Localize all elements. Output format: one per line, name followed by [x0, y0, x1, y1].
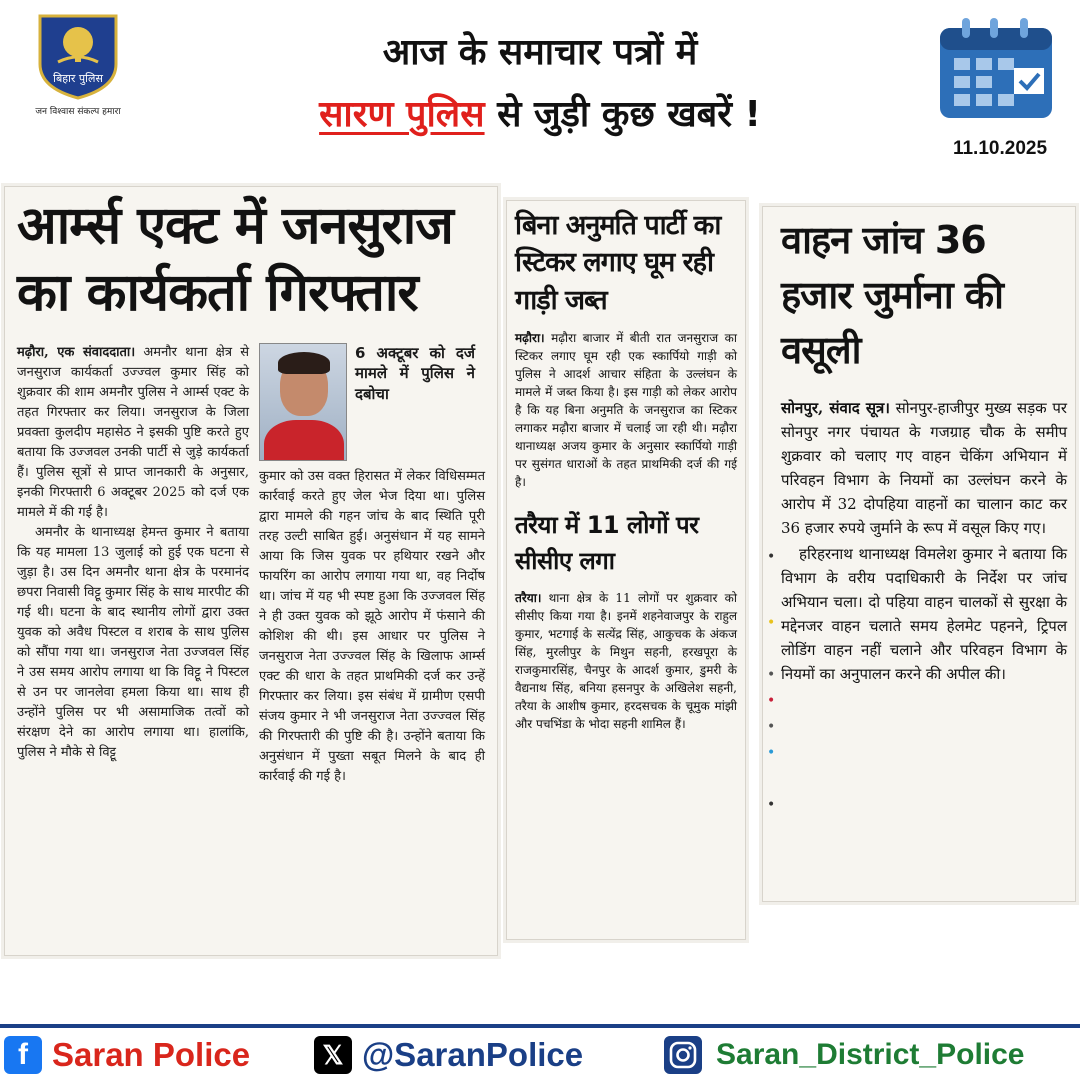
- clipping-2-body-2: [507, 583, 745, 733]
- facebook-handle: Saran Police: [52, 1036, 251, 1073]
- clipping-3-dateline: सोनपुर, संवाद सूत्र।: [781, 399, 890, 418]
- clipping-3-text-2: हरिहरनाथ थानाध्यक्ष विमलेश कुमार ने बताया कि विभाग के वरीय पदाधिकारी के निर्देश पर जांच अभियान चला। दो पहिया वाहन चालकों से सुरक्षा के मद्देनजर वाहन चलाते समय हेलमेट पहनने, ट्रिपल लोडिंग वाहन नहीं चलाने और परिवहन विभाग के नियमों का अनुपालन करने की अपील की।: [781, 545, 1067, 684]
- clipping-1-para-1: अमनौर थाना क्षेत्र से जनसुराज कार्यकर्ता उज्ज्वल कुमार सिंह को शुक्रवार की शाम अमनौर पुलिस ने आर्म्स एक्ट के तहत गिरफ्तार कर लिया। जनसुराज के जिला प्रवक्ता कुलदीप महासेठ ने इसकी पुष्टि करते हुए बताया कि उज्जवल उनकी पार्टी से जुड़े कार्यकर्ता हैं। पुलिस सूत्रों से प्राप्त जानकारी के अनुसार, इनकी गिरफ्तारी 6 अक्टूबर 2025 को दर्ज एक मामले में की गई है।: [17, 345, 249, 521]
- instagram-icon: [664, 1036, 702, 1074]
- news-clipping-vehicle-check: [762, 206, 1076, 902]
- clipping-1-column-a: [17, 343, 249, 947]
- clipping-2-title: बिना अनुमति पार्टी का स्टिकर लगाए घूम रही गाड़ी जब्त: [515, 210, 721, 316]
- headline-line-2: [170, 88, 910, 137]
- facebook-link[interactable]: [4, 1034, 250, 1076]
- social-footer: [0, 1024, 1080, 1080]
- clipping-1-para-3: कुमार को उस वक्त हिरासत में लेकर विधिसम्मत कार्रवाई करते हुए जेल भेज दिया था। पुलिस द्वारा मामले की गहन जांच के बाद स्थिति पूरी तरह उल्टी साबित हुई। अनुसंधान में यह सामने आया कि जिस युवक पर हथियार रखने और फायरिंग का आरोप लगाया गया था, वह निर्दोष था। जांच में यह भी स्पष्ट हुआ कि उज्जवल सिंह ने ही उक्त युवक को झूठे आरोप में फंसाने की कोशिश की थी। इस आधार पर पुलिस ने जनसुराज नेता उज्ज्वल सिंह के खिलाफ आर्म्स एक्ट की धारा के तहत प्राथमिकी दर्ज कर उन्हें गिरफ्तार कर लिया। इस संबंध में ग्रामीण एसपी संजय कुमार ने भी जनसुराज नेता उज्ज्वल सिंह की गिरफ्तारी की पुष्टि की है। उन्होंने बताया कि अनुसंधान में पुख्ता सबूत मिलने के बाद ही कार्रवाई की गई है।: [259, 469, 485, 785]
- clipping-3-text: सोनपुर-हाजीपुर मुख्य सड़क पर सोनपुर नगर पंचायत के गजग्राह चौक के समीप शुक्रवार को चलाए गए वाहन चेकिंग अभियान में परिवहन विभाग के नियमों का उल्लंघन करने के आरोप में 32 दोपहिया वाहनों का चालान काट कर 36 हजार रुपये जुर्माने के रूप में वसूल किए गए।: [781, 399, 1067, 538]
- clipping-1-dateline: मढ़ौरा, एक संवाददाता।: [17, 345, 136, 360]
- instagram-link[interactable]: [664, 1034, 1024, 1076]
- headline-rest: से जुड़ी कुछ खबरें !: [484, 94, 761, 135]
- headline-accent: सारण पुलिस: [319, 94, 485, 135]
- news-clipping-arms-act: [4, 186, 498, 956]
- calendar-check-icon: [932, 14, 1060, 122]
- clipping-2-dateline: मढ़ौरा।: [515, 330, 545, 345]
- photo-caption: 6 अक्टूबर को दर्ज मामले में पुलिस ने दबोचा: [355, 344, 475, 403]
- instagram-handle: Saran_District_Police: [716, 1038, 1025, 1071]
- news-clipping-vehicle-seized: [506, 200, 746, 940]
- header-date: 11.10.2025: [952, 138, 1048, 159]
- clipping-1-para-2: अमनौर के थानाध्यक्ष हेमन्त कुमार ने बताया कि यह मामला 13 जुलाई को हुई एक घटना से जुड़ा है। उस दिन अमनौर थाना क्षेत्र के परमानंद छपरा निवासी विट्टू कुमार सिंह के साथ मारपीट की गई थी। घटना के बाद स्थानीय लोगों द्वारा उक्त युवक को अवैध पिस्टल व शराब के साथ पुलिस को सौंपा गया था। जनसुराज नेता उज्जवल सिंह ने उस समय आरोप लगाया था कि विट्टू ने पिस्टल से उन पर जानलेवा हमला किया था। साथ ही उन्होंने पुलिस पर भी असामाजिक तत्वों को संरक्षण देने का आरोप लगाया था। हालांकि, पुलिस ने मौके से विट्टू: [17, 525, 249, 761]
- clipping-2-dateline-2: तरैया।: [515, 590, 542, 605]
- logo-tagline: जन विश्वास संकल्प हमारा: [35, 107, 121, 117]
- clipping-3-title: वाहन जांच 36 हजार जुर्माना की वसूली: [781, 218, 1003, 373]
- facebook-icon: f: [4, 1036, 42, 1074]
- bihar-police-emblem-icon: [32, 12, 124, 100]
- clipping-1-title: आर्म्स एक्ट में जनसुराज का कार्यकर्ता गिरफ्तार: [17, 196, 453, 323]
- headline-line-1: आज के समाचार पत्रों में: [382, 32, 698, 73]
- logo-text: बिहार पुलिस: [53, 72, 103, 85]
- clipping-3-body-2: • • • • • • • हरिहरनाथ थानाध्यक्ष विमलेश कुमार ने बताया कि विभाग के वरीय पदाधिकारी के निर्देश पर जांच अभियान चला। दो पहिया वाहन चालकों से सुरक्षा के मद्देनजर वाहन चलाते समय हेलमेट पहनने, ट्रिपल लोडिंग वाहन नहीं चलाने और परिवहन विभाग के नियमों का अनुपालन करने की अपील की।: [763, 540, 1075, 686]
- clipping-2-text-2: थाना क्षेत्र के 11 लोगों पर शुक्रवार को सीसीए किया गया है। इनमें शहनेवाजपुर के राहुल कुमार, भटगाई के सत्येंद्र सिंह, आकुचक के अंकज सिंह, मुरलीपुर के मिथुन सहनी, हरखपूरा के राजकुमारसिंह, चैनपुर के आदर्श कुमार, डुमरी के वैद्यनाथ सिंह, बनिया हसनपुर के अखिलेश सहनी, तरैया के आशीष कुमार, हरदसचक के चूमुक मांझी और पचभिंडा के भोदा सहनी शामिल हैं।: [515, 590, 737, 731]
- accused-photo: [259, 343, 347, 461]
- x-handle: @SaranPolice: [362, 1036, 584, 1073]
- clipping-2-subhead: तरैया में 11 लोगों पर सीसीए लगा: [515, 510, 699, 575]
- clipping-2-text: मढ़ौरा बाजार में बीती रात जनसुराज का स्टिकर लगाए घूम रही एक स्कार्पियो गाड़ी को पुलिस ने आदर्श आचार संहिता के उल्लंघन के मामले में जब्त किया है। इस गाड़ी को लेकर आरोप है कि यह बिना अनुमति के जनसुराज का स्टिकर लगाकर मढ़ौरा बाजार में चलाई जा रही थी। मढ़ौरा थानाध्यक्ष अजय कुमार के अनुसार स्कार्पियो गाड़ी पर सुसंगत धाराओं के तहत प्राथमिकी दर्ज की गई है।: [515, 330, 737, 489]
- x-icon: 𝕏: [314, 1036, 352, 1074]
- x-link[interactable]: [314, 1034, 583, 1076]
- bihar-police-logo: [28, 12, 128, 120]
- clipping-1-column-b: [259, 343, 485, 947]
- clipping-3-body: [763, 378, 1075, 540]
- clipping-2-body: [507, 319, 745, 491]
